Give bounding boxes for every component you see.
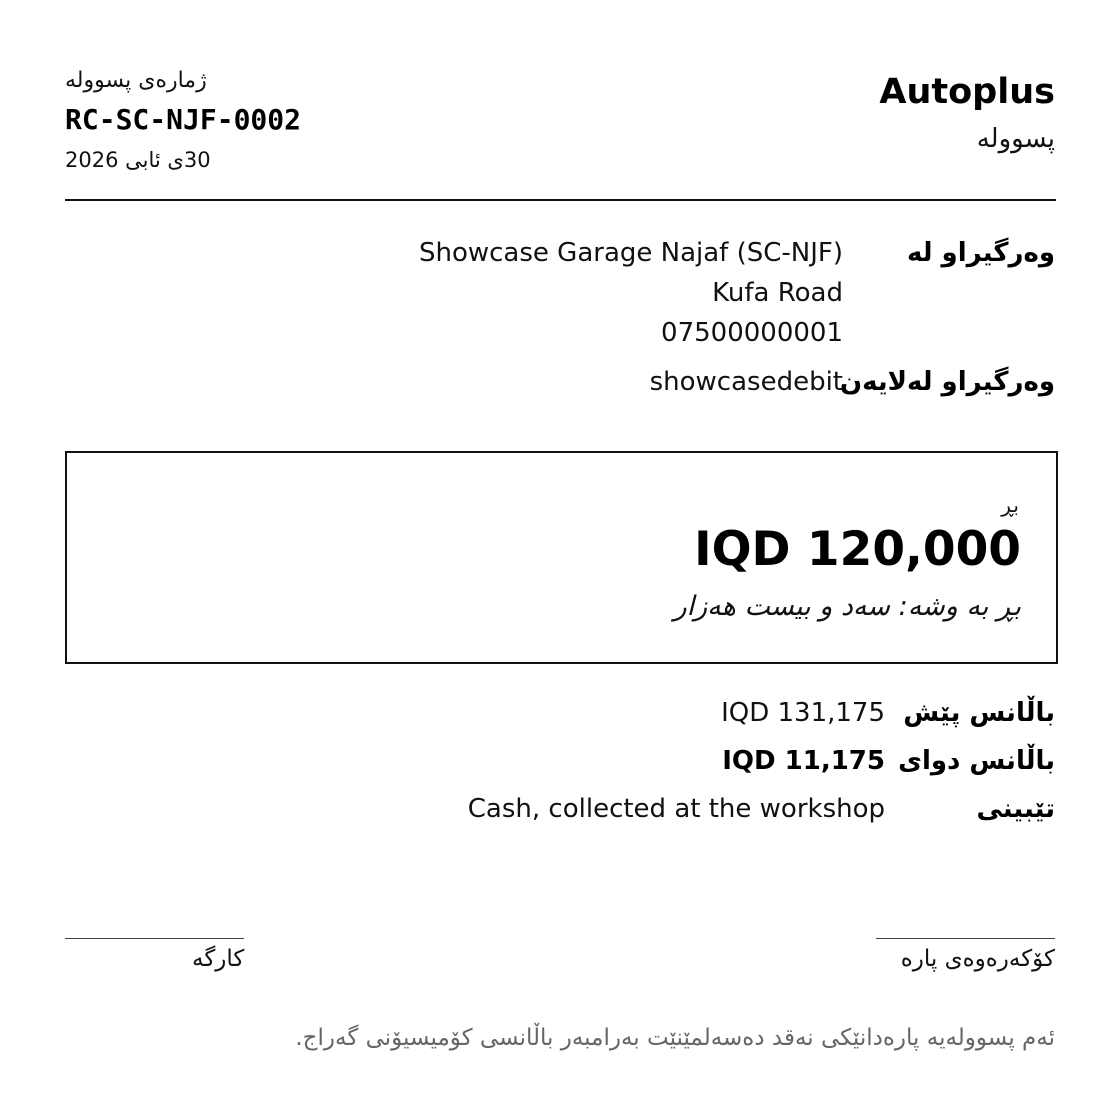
receipt-date: 30ی ئابی 2026: [65, 148, 211, 172]
header-divider: [65, 199, 1056, 201]
received-from-label: وەرگیراو لە: [906, 238, 1055, 268]
collector-signature-label: کۆکەرەوەی پارە: [900, 946, 1055, 972]
received-by-label: وەرگیراو لەلایەن: [839, 367, 1055, 397]
customer-phone: 07500000001: [661, 318, 843, 348]
balance-after-label: باڵانس دوای: [898, 746, 1055, 776]
workshop-signature-line: [65, 938, 244, 939]
footer-note: ئەم پسوولەیە پارەدانێکی نەقد دەسەلمێنێت بەرامبەر باڵانسی کۆمیسیۆنی گەراج.: [295, 1025, 1055, 1051]
workshop-signature-label: کارگە: [192, 946, 245, 972]
balance-before-value: IQD 131,175: [721, 698, 885, 728]
amount-value: IQD 120,000: [694, 522, 1021, 577]
note-label: تێبینی: [976, 794, 1055, 824]
customer-name: Showcase Garage Najaf (SC-NJF): [418, 238, 843, 268]
balance-before-label: باڵانس پێش: [903, 698, 1055, 728]
receipt-number: RC-SC-NJF-0002: [65, 103, 302, 136]
customer-address: Kufa Road: [712, 278, 843, 308]
receipt-number-label: ژمارەی پسووله: [65, 68, 207, 93]
amount-label: بڕ: [1001, 493, 1019, 517]
brand-name: Autoplus: [879, 72, 1055, 112]
received-by-value: showcasedebit: [649, 367, 843, 397]
document-type: پسووله: [976, 124, 1055, 154]
note-value: Cash, collected at the workshop: [467, 794, 885, 824]
balance-after-value: IQD 11,175: [722, 746, 885, 776]
collector-signature-line: [876, 938, 1055, 939]
amount-in-words: بڕ بە وشە: سەد و بیست هەزار: [673, 591, 1021, 622]
